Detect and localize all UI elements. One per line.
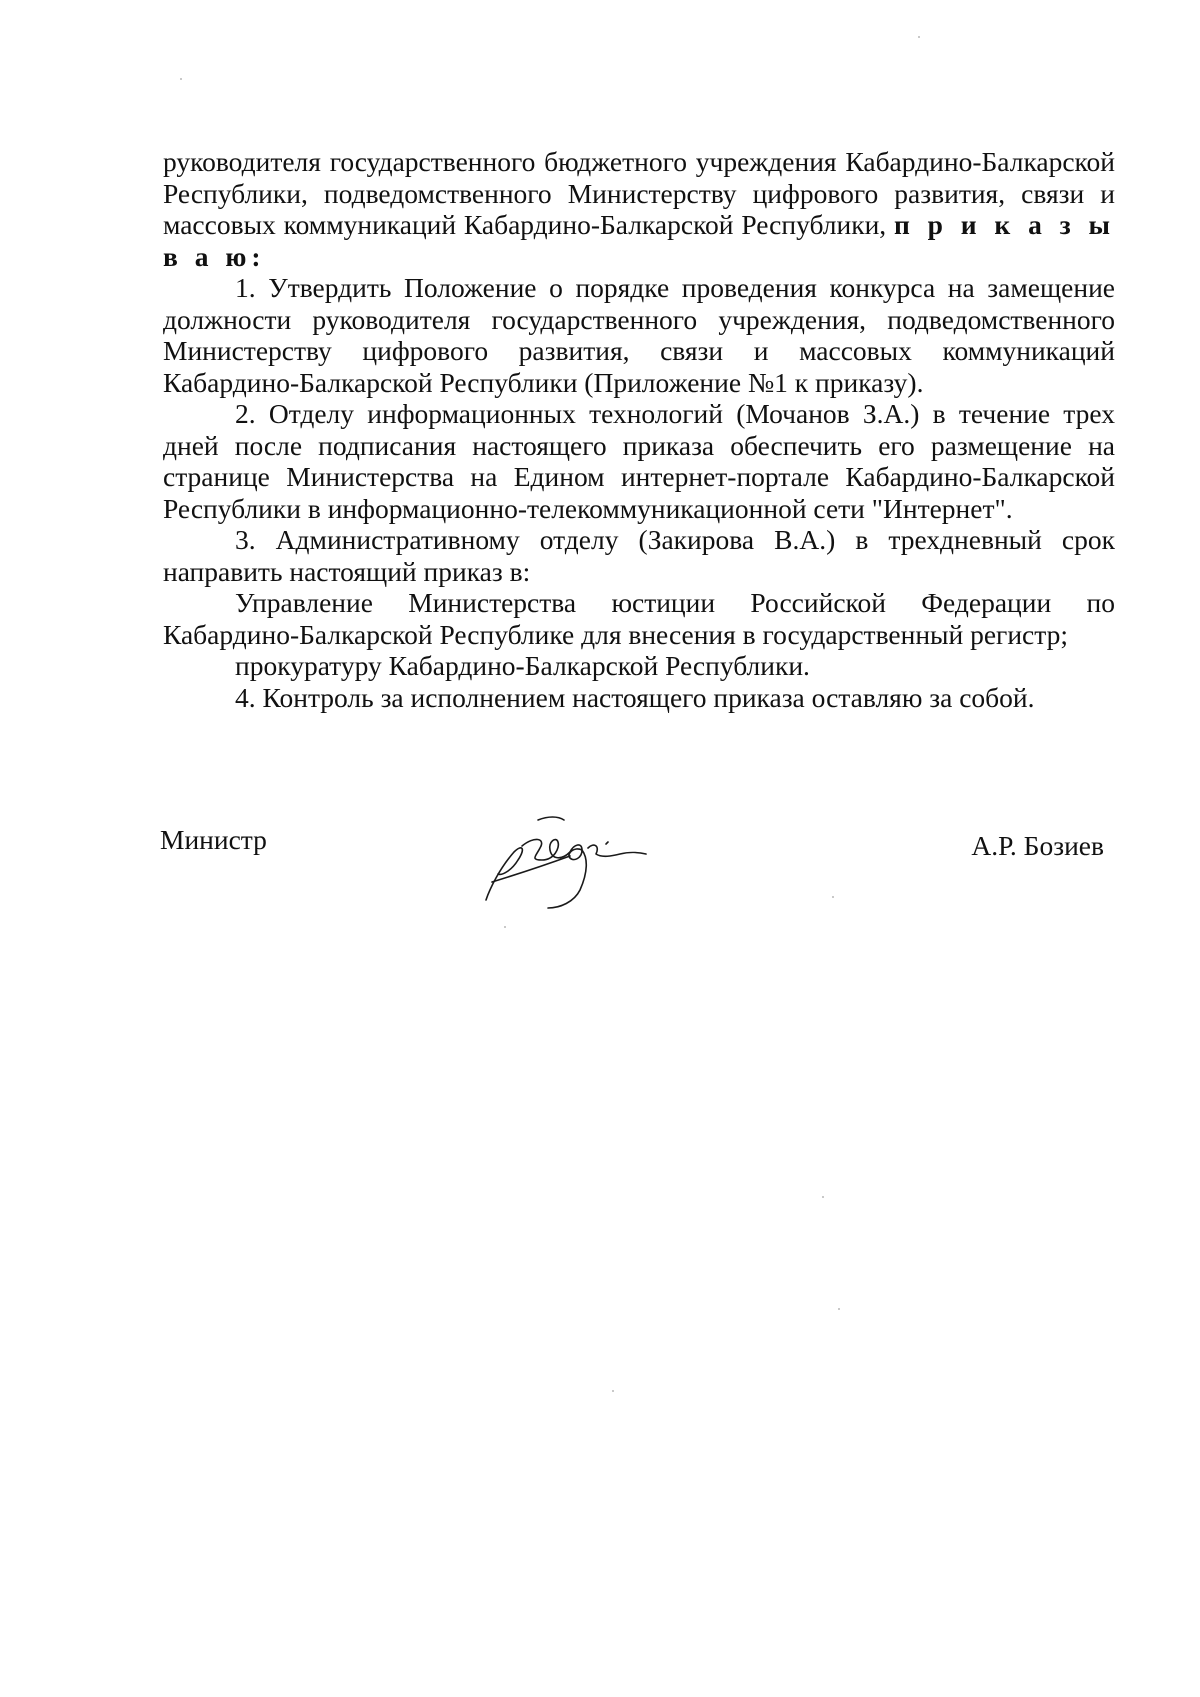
signatory-title: Министр [160,824,267,855]
scan-speck [504,926,506,928]
scan-speck [180,78,182,80]
signature-stroke [492,856,570,882]
preamble-text: руководителя государственного бюджетного учреждения Кабардино-Балкарской Республики, подведомственного Министерству цифрового развития, связи и массовых коммуникаций Кабардино-Балкарской Республики, [163,146,1115,240]
scan-speck [822,1196,824,1198]
order-body [163,146,1115,713]
clause-3-recipient-1: Управление Министерства юстиции Российской Федерации по Кабардино-Балкарской Республике для внесения в государственный регистр; [163,587,1115,650]
scan-speck [612,1390,614,1392]
signature-stroke [538,817,564,820]
signature-block [160,818,1120,938]
preamble-paragraph [163,146,1115,272]
signature-stroke [548,850,586,908]
signatory-name: А.Р. Бозиев [971,830,1104,861]
scan-speck [832,896,834,898]
clause-2: 2. Отделу информационных технологий (Мочанов З.А.) в течение трех дней после подписания настоящего приказа обеспечить его размещение на странице Министерства на Едином интернет-портале Кабардино-Балкарской Республики в информационно-телекоммуникационной сети "Интернет". [163,398,1115,524]
clause-3-recipient-2: прокуратуру Кабардино-Балкарской Республики. [235,650,810,681]
scan-speck [838,1308,840,1310]
clause-4: 4. Контроль за исполнением настоящего приказа оставляю за собой. [235,681,1035,713]
clause-1: 1. Утвердить Положение о порядке проведения конкурса на замещение должности руководителя государственного учреждения, подведомственного Министерству цифрового развития, связи и массовых коммуникаций Кабардино-Балкарской Республики (Приложение №1 к приказу). [163,272,1115,398]
scan-speck [918,36,920,38]
clause-3: 3. Административному отделу (Закирова В.А.) в трехдневный срок направить настоящий приказ в: [163,524,1115,587]
handwritten-signature [478,808,678,918]
order-directive: п р и к а з ы в а ю: [163,209,1115,272]
signature-stroke [606,842,608,844]
signature-stroke [569,845,582,860]
signature-stroke [588,845,646,856]
signature-stroke [522,839,570,860]
